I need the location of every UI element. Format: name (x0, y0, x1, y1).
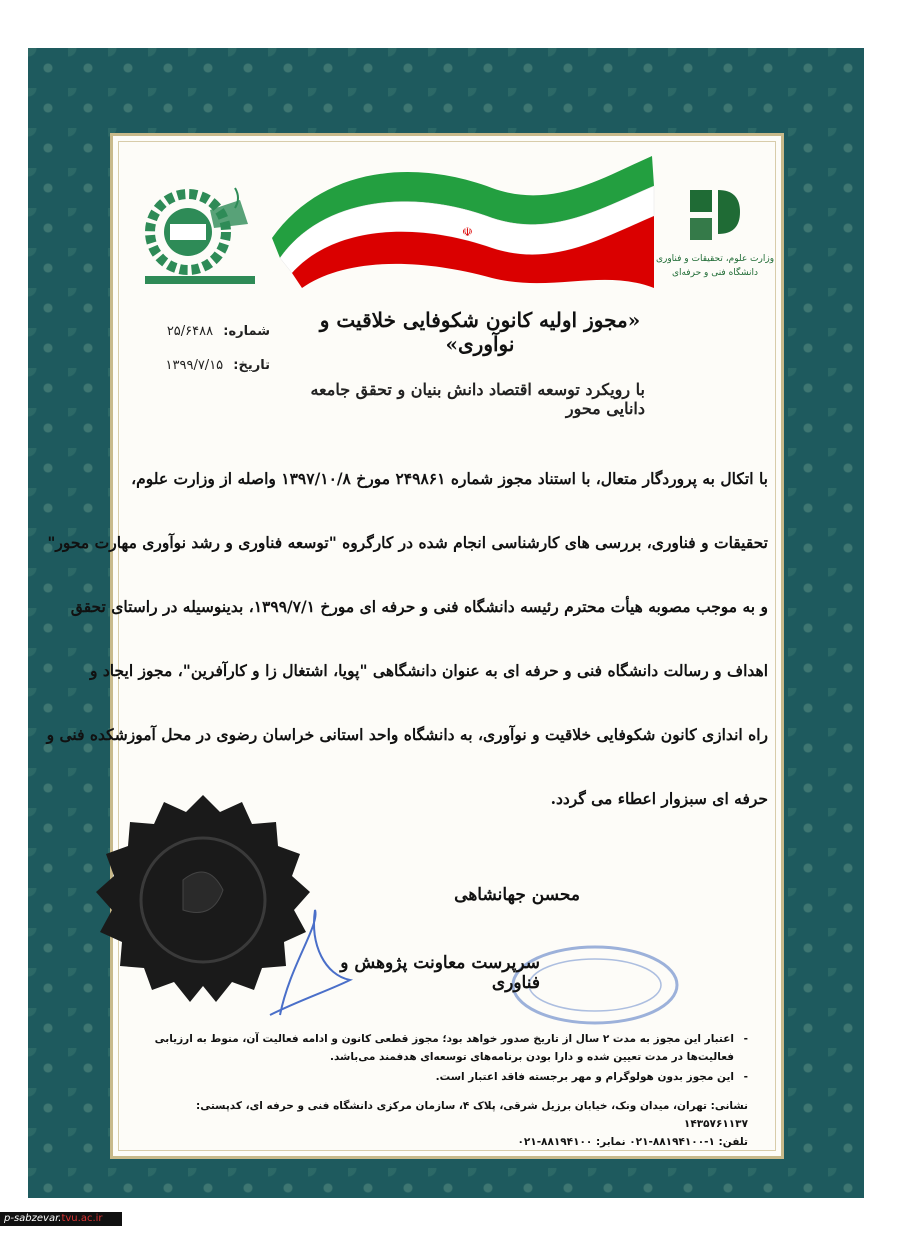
document-body (46, 447, 768, 831)
left-logo-icon (140, 180, 260, 290)
document-date (140, 358, 270, 373)
body-line: اهداف و رسالت دانشگاه فنی و حرفه ای به عنوان دانشگاهی "پویا، اشتغال زا و کارآفرین"، مجوز ایجاد و (90, 661, 768, 680)
phone-line: تلفن: ۱-۸۸۱۹۴۱۰۰-۰۲۱ نمابر: ۸۸۱۹۴۱۰۰-۰۲۱ (517, 1136, 748, 1148)
date-value: ۱۳۹۹/۷/۱۵ (165, 358, 224, 373)
body-line: و به موجب مصوبه هیأت محترم رئیسه دانشگاه فنی و حرفه ای مورخ ۱۳۹۹/۷/۱، بدینوسیله در راستای تحقق (70, 597, 768, 616)
address-block (140, 1097, 748, 1151)
number-value: ۲۵/۶۴۸۸ (166, 324, 214, 339)
hologram-note: - این مجوز بدون هولوگرام و مهر برجسته فاقد اعتبار است. (140, 1068, 748, 1086)
signer-name: محسن جهانشاهی (454, 885, 580, 905)
right-logo (655, 180, 775, 310)
signer-title: سرپرست معاونت پژوهش و فناوری (340, 953, 540, 993)
body-line: راه اندازی کانون شکوفایی خلاقیت و نوآوری، به دانشگاه واحد استانی خراسان رضوی در محل آموزشکده فنی و (46, 725, 768, 744)
notes-section (140, 1030, 748, 1088)
emblem-icon: ☫ (462, 225, 473, 239)
ministry-caption: وزارت علوم، تحقیقات و فناوری (655, 254, 775, 264)
body-line: حرفه ای سبزوار اعطاء می گردد. (550, 789, 768, 808)
watermark-site: p-sabzevar. (4, 1213, 62, 1224)
validity-note: - اعتبار این مجوز به مدت ۲ سال از تاریخ صدور خواهد بود؛ مجوز قطعی کانون و ادامه فعالیت آن، منوط به ارزیابی فعالیت‌ها در مدت تعیین شده و دارا بودن برنامه‌های توسعه‌ای هدفمند می‌باشد. (140, 1030, 748, 1066)
date-label: تاریخ: (233, 358, 270, 373)
iran-flag-ribbon (262, 148, 662, 298)
body-line: تحقیقات و فناوری، بررسی های کارشناسی انجام شده در کارگروه "توسعه فناوری و رشد نوآوری مهارت محور" (47, 533, 768, 552)
watermark-domain: tvu.ac.ir (61, 1213, 103, 1224)
university-logo-icon (680, 180, 750, 248)
source-watermark (0, 1212, 122, 1226)
address-line: نشانی: تهران، میدان ونک، خیابان برزیل شرقی، پلاک ۴، سازمان مرکزی دانشگاه فنی و حرفه ای، کدپستی: ۱۴۳۵۷۶۱۱۳۷ (196, 1100, 748, 1130)
university-caption: دانشگاه فنی و حرفه‌ای (671, 268, 759, 278)
document-title: «مجوز اولیه کانون شکوفایی خلاقیت و نوآوری» (319, 308, 641, 356)
number-label: شماره: (223, 324, 270, 339)
body-line: با اتکال به پروردگار متعال، با استناد مجوز شماره ۲۴۹۸۶۱ مورخ ۱۳۹۷/۱۰/۸ واصله از وزارت علوم، (131, 469, 768, 488)
document-subtitle: با رویکرد توسعه اقتصاد دانش بنیان و تحقق جامعه دانایی محور (310, 380, 645, 418)
document-number (140, 324, 270, 339)
signature-icon (260, 905, 370, 1025)
